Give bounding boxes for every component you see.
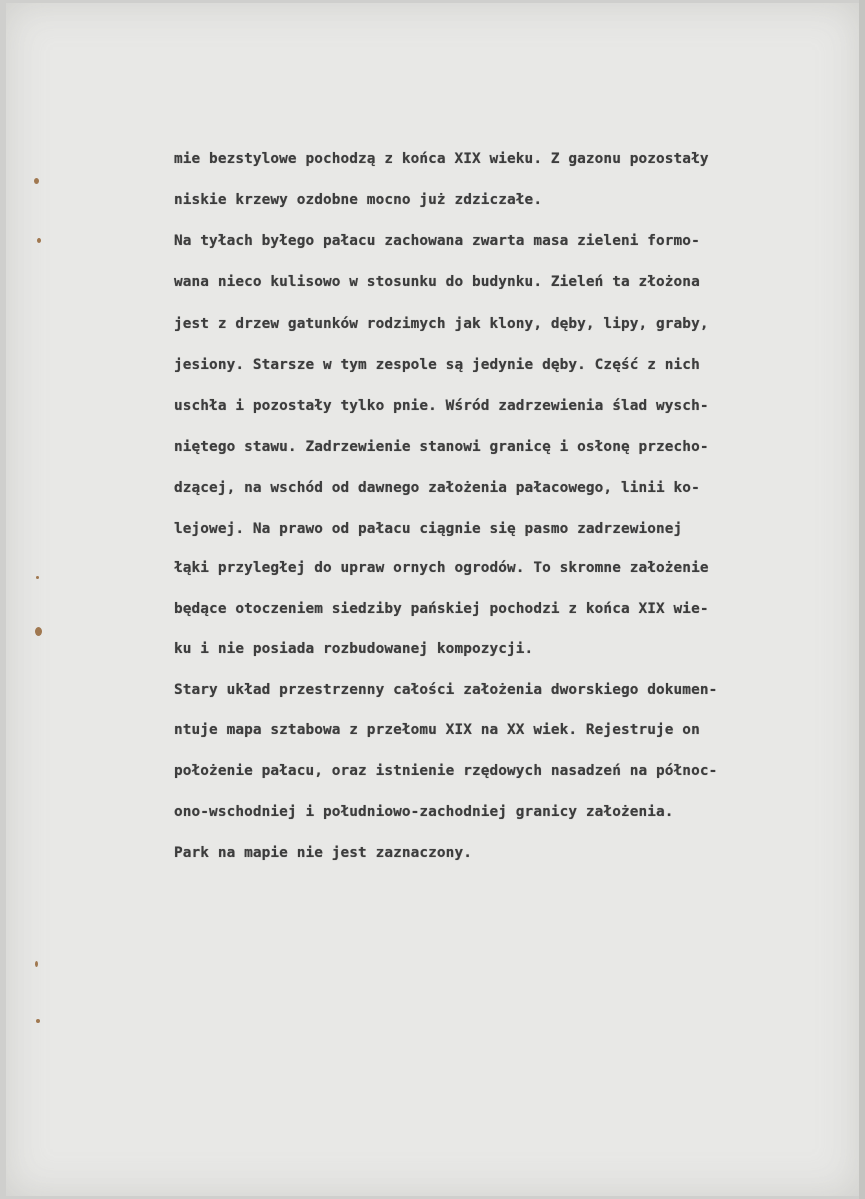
text-line: jesiony. Starsze w tym zespole są jedynie dęby. Część z nich <box>174 357 700 373</box>
text-line: niętego stawu. Zadrzewienie stanowi granicę i osłonę przecho- <box>174 439 709 455</box>
text-line: Park na mapie nie jest zaznaczony. <box>174 845 472 861</box>
text-line: dzącej, na wschód od dawnego założenia pałacowego, linii ko- <box>174 480 700 496</box>
text-line: będące otoczeniem siedziby pańskiej pochodzi z końca XIX wie- <box>174 601 709 617</box>
text-line: ono-wschodniej i południowo-zachodniej granicy założenia. <box>174 804 674 820</box>
text-line: łąki przyległej do upraw ornych ogrodów. To skromne założenie <box>174 560 709 576</box>
text-line: jest z drzew gatunków rodzimych jak klony, dęby, lipy, graby, <box>174 316 709 332</box>
text-line: Stary układ przestrzenny całości założenia dworskiego dokumen- <box>174 682 718 698</box>
text-line: uschła i pozostały tylko pnie. Wśród zadrzewienia ślad wysch- <box>174 398 709 414</box>
text-line: położenie pałacu, oraz istnienie rzędowych nasadzeń na północ- <box>174 763 718 779</box>
text-line: Na tyłach byłego pałacu zachowana zwarta masa zieleni formo- <box>174 233 700 249</box>
text-line: ntuje mapa sztabowa z przełomu XIX na XX wiek. Rejestruje on <box>174 722 700 738</box>
text-line: niskie krzewy ozdobne mocno już zdziczałe. <box>174 192 543 208</box>
text-line: lejowej. Na prawo od pałacu ciągnie się pasmo zadrzewionej <box>174 521 683 537</box>
text-line: mie bezstylowe pochodzą z końca XIX wieku. Z gazonu pozostały <box>174 151 709 167</box>
text-line: ku i nie posiada rozbudowanej kompozycji. <box>174 641 534 657</box>
text-line: wana nieco kulisowo w stosunku do budynku. Zieleń ta złożona <box>174 274 700 290</box>
